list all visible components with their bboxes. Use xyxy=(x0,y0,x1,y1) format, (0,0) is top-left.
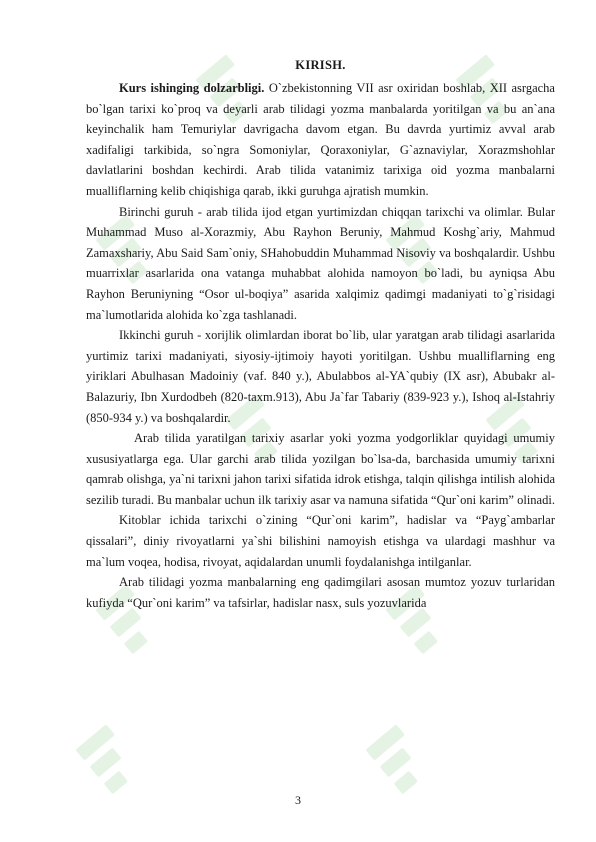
paragraph-relevance xyxy=(86,78,555,202)
page-number: 3 xyxy=(295,793,301,807)
paragraph-lead: Kurs ishinging dolzarbligi. xyxy=(119,81,265,95)
page-title: KIRISH. xyxy=(295,58,346,72)
paragraph-first-group: Birinchi guruh - arab tilida ijod etgan yurtimizdan chiqqan tarixchi va olimlar. Bular Muhammad Muso al-Xorazmiy, Abu Rayhon Beruniy, Mahmud Koshg`ariy, Mahmud Zamaxshariy, Abu Said Sam`oniy, SHahobuddin Muhammad Nisoviy va boshqalardir. Ushbu muarrixlar asarlarida ona vatanga muhabbat alohida namoyon bo`ladi, bu ayniqsa Abu Rayhon Beruniyning “Osor ul-boqiya” asarida xalqimiz qadimgi madaniyati to`g`risidagi ma`lumotlarida alohida ko`zga tashlanadi. xyxy=(86,204,555,322)
paragraph-common-features: Arab tilida yaratilgan tarixiy asarlar yoki yozma yodgorliklar quyidagi umumiy xususiyatlarga ega. Ular garchi arab tilida yozilgan bo`lsa-da, barchasida umumiy tarixni qamrab olishga, ya`ni tarixni jahon tarixi sifatida idrok etishga, talqin qilishga intilish alohida sezilib turadi. Bu manbalar uchun ilk tarixiy asar va namuna sifatida “Qur`oni karim” olinadi. xyxy=(86,431,555,507)
paragraph-second-group: Ikkinchi guruh - xorijlik olimlardan iborat bo`lib, ular yaratgan arab tilidagi asarlarida yurtimiz tarixi madaniyati, siyosiy-ijtimoiy hayoti yoritilgan. Ushbu mualliflarning eng yiriklari Abulhasan Madoiniy (vaf. 840 y.), Abulabbos al-YA`qubiy (IX asr), Abubakr al-Balazuriy, Ibn Xurdodbeh (820-taxm.913), Abu Ja`far Tabariy (839-923 y.), Ishoq al-Istahriy (850-934 y.) va boshqalardir. xyxy=(86,328,555,425)
paragraph-text: O`zbekistonning VII asr oxiridan boshlab, XII asrgacha bo`lgan tarixi ko`proq va deyarli arab tilidagi yozma manbalarda yoritilgan va bu an`ana keyinchalik ham Temuriylar davrigacha davom etgan. Bu davrda yurtimiz avval arab xadifaligi tarkibida, so`ngra Somoniylar, Qoraxoniylar, G`aznaviylar, Xorazmshohlar davlatlarini boshdan kechirdi. Arab tilida vatanimiz tarixiga oid yozma manbalarni mualliflarning kelib chiqishiga qarab, ikki guruhga ajratish mumkin. xyxy=(86,81,555,198)
watermark-logo-icon xyxy=(75,724,144,796)
watermark-logo-icon xyxy=(365,724,434,796)
paragraph-oldest-sources: Arab tilidagi yozma manbalarning eng qadimgilari asosan mumtoz yozuv turlaridan kufiyda “Qur`oni karim” va tafsirlar, hadislar nasx, suls yozuvlarida xyxy=(86,575,555,610)
paragraph-books: Kitoblar ichida tarixchi o`zining “Qur`oni karim”, hadislar va “Payg`ambarlar qissalari”, diniy rivoyatlarni ya`shi bilishini namoyish etishga va ulardagi mashhur va ma`lum voqea, hodisa, rivoyat, aqidalardan unumli foydalanishga intilganlar. xyxy=(86,513,555,569)
document-body xyxy=(86,58,555,613)
